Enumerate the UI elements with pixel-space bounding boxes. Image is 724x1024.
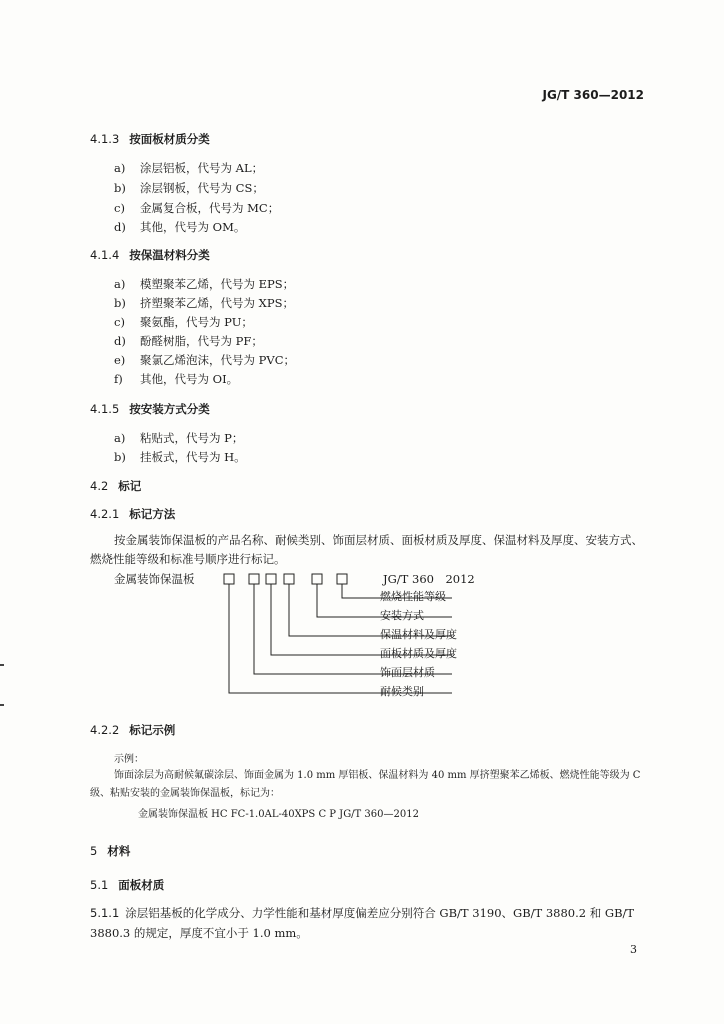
section-number: 4.1.3 — [90, 132, 120, 146]
section-title: 面板材质 — [118, 878, 165, 892]
paragraph-text: 涂层铝基板的化学成分、力学性能和基材厚度偏差应分别符合 GB/T 3190、GB/T 3880.2 和 GB/T 3880.3 的规定，厚度不宜小于 1.0 mm。 — [90, 906, 635, 940]
diagram-label: 面板材质及厚度 — [380, 647, 457, 660]
placeholder-box — [224, 574, 234, 584]
section-title: 标记方法 — [129, 507, 176, 521]
section-number: 5.1 — [90, 878, 109, 892]
section-title: 按面板材质分类 — [129, 132, 210, 146]
diagram-label: 饰面层材质 — [380, 666, 435, 679]
example-mark: 金属装饰保温板 HC FC-1.0AL-40XPS C P JG/T 360—2012 — [138, 809, 419, 820]
list-item: c) 金属复合板，代号为 MC； — [114, 201, 280, 215]
list-item: e) 聚氯乙烯泡沫，代号为 PVC； — [114, 353, 295, 367]
marking-method-paragraph: 按金属装饰保温板的产品名称、耐候类别、饰面层材质、面板材质及厚度、保温材料及厚度、安装方式、燃烧性能等级和标准号顺序进行标记。 — [90, 533, 643, 566]
page-number: 3 — [630, 943, 637, 956]
list-item: b) 挤塑聚苯乙烯，代号为 XPS； — [114, 296, 294, 310]
list-item: b) 涂层钢板，代号为 CS； — [114, 181, 264, 195]
example-text: 饰面涂层为高耐候氟碳涂层、饰面金属为 1.0 mm 厚铝板、保温材料为 40 mm 厚挤塑聚苯乙烯板、燃烧性能等级为 C 级、粘贴安装的金属装饰保温板，标记为： — [90, 770, 641, 799]
section-number: 4.2.1 — [90, 507, 120, 521]
list-item: d) 其他，代号为 OM。 — [114, 220, 246, 234]
section-title: 标记 — [118, 479, 142, 493]
section-number: 4.1.5 — [90, 402, 120, 416]
section-number: 4.1.4 — [90, 248, 120, 262]
diagram-label: 耐候类别 — [380, 685, 424, 698]
section-title: 标记示例 — [129, 723, 176, 737]
standard-header: JG/T 360—2012 — [542, 88, 644, 102]
section-5-heading — [90, 843, 130, 859]
diagram-label: 安装方式 — [380, 609, 424, 622]
placeholder-box — [284, 574, 294, 584]
placeholder-box — [266, 574, 276, 584]
section-5-1-heading — [90, 877, 164, 893]
list-item: c) 聚氨酯，代号为 PU； — [114, 315, 253, 329]
placeholder-box — [249, 574, 259, 584]
section-number: 4.2.2 — [90, 723, 120, 737]
section-title: 按保温材料分类 — [129, 248, 210, 262]
diagram-label: 保温材料及厚度 — [380, 628, 457, 641]
section-title: 按安装方式分类 — [129, 402, 210, 416]
section-title: 材料 — [107, 844, 131, 858]
list-item: a) 涂层铝板，代号为 AL； — [114, 161, 264, 175]
section-number: 5.1.1 — [90, 906, 120, 920]
placeholder-box — [312, 574, 322, 584]
list-item: b) 挂板式，代号为 H。 — [114, 450, 246, 464]
diagram-label: 燃烧性能等级 — [380, 590, 446, 603]
placeholder-box — [337, 574, 347, 584]
list-item: a) 模塑聚苯乙烯，代号为 EPS； — [114, 277, 295, 291]
section-4-2-2-heading — [90, 722, 175, 738]
section-number: 4.2 — [90, 479, 109, 493]
list-item: f) 其他，代号为 OI。 — [114, 372, 239, 386]
scan-mark — [0, 704, 4, 706]
list-item: d) 酚醛树脂，代号为 PF； — [114, 334, 263, 348]
scan-mark — [0, 664, 4, 666]
list-item: a) 粘贴式，代号为 P； — [114, 431, 244, 445]
section-5-1-1-paragraph — [90, 903, 656, 943]
diagram-standard: JG/T 360 2012 — [383, 572, 475, 586]
diagram-product-name: 金属装饰保温板 — [114, 572, 195, 586]
section-number: 5 — [90, 844, 98, 858]
example-label: 示例： — [114, 754, 144, 765]
